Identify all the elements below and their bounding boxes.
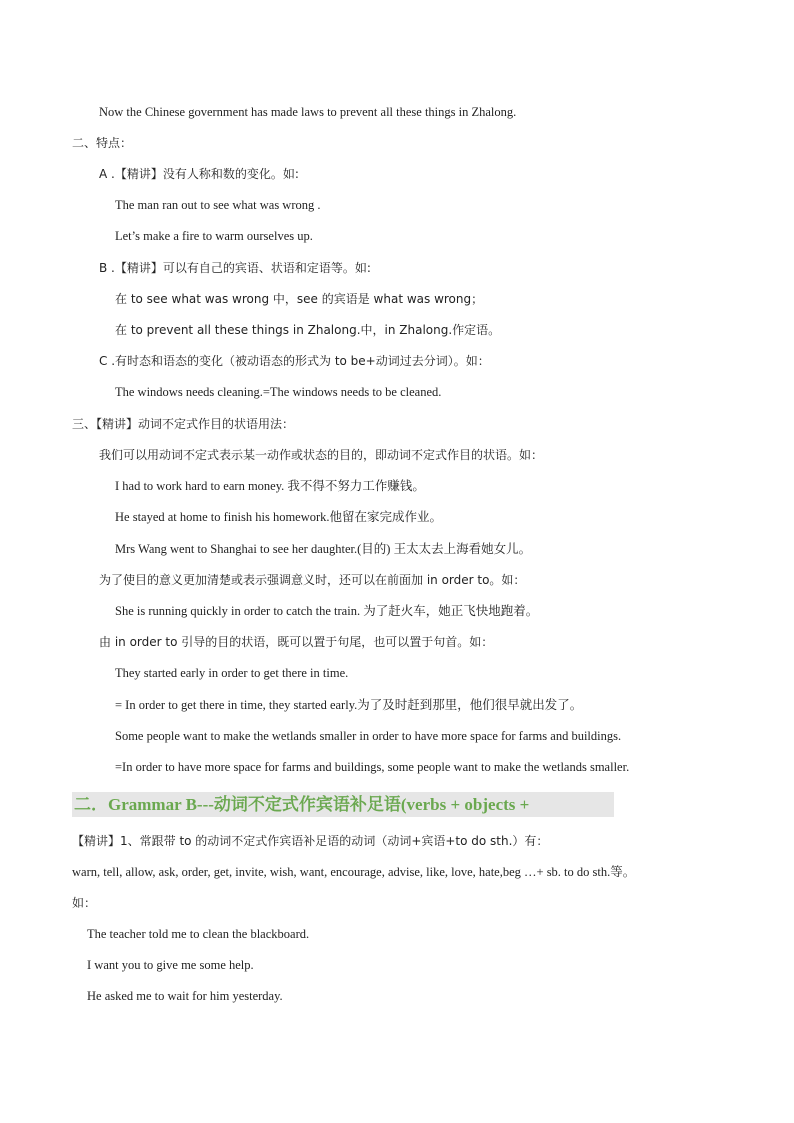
example-line: The windows needs cleaning.=The windows needs to be cleaned.	[115, 385, 442, 399]
example-line: He asked me to wait for him yesterday.	[87, 989, 283, 1003]
example-line: She is running quickly in order to catch the train. 为了赶火车，她正飞快地跑着。	[115, 604, 539, 618]
example-line: He stayed at home to finish his homework.他留在家完成作业。	[115, 510, 443, 524]
example-line: They started early in order to get there in time.	[115, 666, 349, 680]
feature-b: B .【精讲】可以有自己的宾语、状语和定语等。如:	[99, 261, 371, 275]
example-line: Some people want to make the wetlands smaller in order to have more space for farms and buildings.	[115, 729, 622, 743]
explanation-line: 由 in order to 引导的目的状语，既可以置于句尾，也可以置于句首。如：	[99, 635, 494, 649]
example-line: I had to work hard to earn money. 我不得不努力工作赚钱。	[115, 479, 425, 493]
example-line: Let’s make a fire to warm ourselves up.	[115, 229, 313, 243]
feature-a: A .【精讲】没有人称和数的变化。如:	[99, 167, 299, 181]
explanation-line: 为了使目的意义更加清楚或表示强调意义时，还可以在前面加 in order to。如：	[99, 573, 526, 587]
section-heading-features: 二、特点：	[72, 136, 133, 150]
example-line: =In order to have more space for farms and buildings, some people want to make the wetlands smaller.	[115, 760, 630, 774]
explanation-line: 在 to prevent all these things in Zhalong.中，in Zhalong.作定语。	[115, 323, 501, 337]
example-line: Mrs Wang went to Shanghai to see her daughter.(目的) 王太太去上海看她女儿。	[115, 542, 532, 556]
example-line: I want you to give me some help.	[87, 958, 254, 972]
explanation-line: 在 to see what was wrong 中，see 的宾语是 what was wrong；	[115, 292, 484, 306]
example-line: The man ran out to see what was wrong .	[115, 198, 321, 212]
grammar-b-heading: 二．Grammar B---动词不定式作宾语补足语(verbs + objects +	[74, 795, 530, 814]
example-intro: 如：	[72, 896, 97, 910]
example-line: The teacher told me to clean the blackboard.	[87, 927, 310, 941]
verb-list: warn, tell, allow, ask, order, get, invite, wish, want, encourage, advise, like, love, hate,beg …+ sb. to do sth.等。	[72, 865, 636, 879]
section-heading-purpose: 三、【精讲】动词不定式作目的状语用法：	[72, 417, 295, 431]
explanation-line: 【精讲】1、常跟带 to 的动词不定式作宾语补足语的动词（动词+宾语+to do sth.）有：	[72, 834, 549, 848]
feature-c: C .有时态和语态的变化（被动语态的形式为 to be+动词过去分词）。如：	[99, 354, 490, 368]
paragraph-line: Now the Chinese government has made laws to prevent all these things in Zhalong.	[99, 105, 517, 119]
explanation-line: 我们可以用动词不定式表示某一动作或状态的目的，即动词不定式作目的状语。如：	[99, 448, 544, 462]
example-line: = In order to get there in time, they started early.为了及时赶到那里，他们很早就出发了。	[115, 698, 583, 712]
